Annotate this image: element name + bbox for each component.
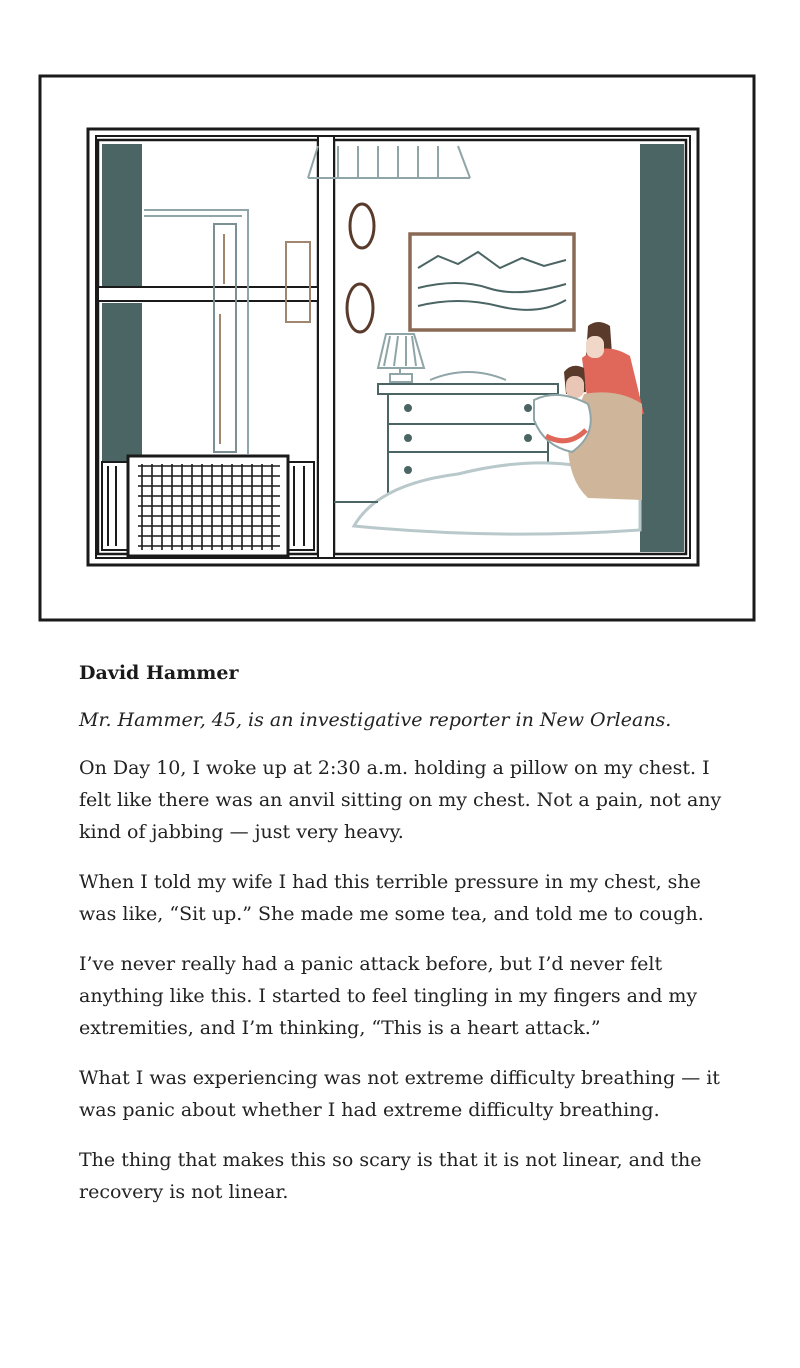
window-scene-drawing (38, 74, 756, 622)
author-bio: Mr. Hammer, 45, is an investigative reporter in New Orleans. (79, 709, 672, 731)
paragraph-3: I’ve never really had a panic attack before, but I’d never felt anything like this. I started to feel tingling in my fingers and my extremities, and I’m thinking, “This is a heart attack.” (79, 953, 698, 1039)
article-body (79, 660, 739, 1226)
article-illustration (38, 74, 756, 622)
paragraph-4: What I was experiencing was not extreme difficulty breathing — it was panic about whether I had extreme difficulty breathing. (79, 1067, 720, 1121)
paragraph-1: On Day 10, I woke up at 2:30 a.m. holding a pillow on my chest. I felt like there was an anvil sitting on my chest. Not a pain, not any kind of jabbing — just very heavy. (79, 757, 722, 843)
landscape-painting (410, 234, 574, 330)
paragraph-2: When I told my wife I had this terrible pressure in my chest, she was like, “Sit up.” She made me some tea, and told me to cough. (79, 871, 704, 925)
author-name: David Hammer (79, 662, 239, 684)
paragraph-5: The thing that makes this so scary is that it is not linear, and the recovery is not linear. (79, 1149, 702, 1203)
radiator (102, 456, 314, 556)
